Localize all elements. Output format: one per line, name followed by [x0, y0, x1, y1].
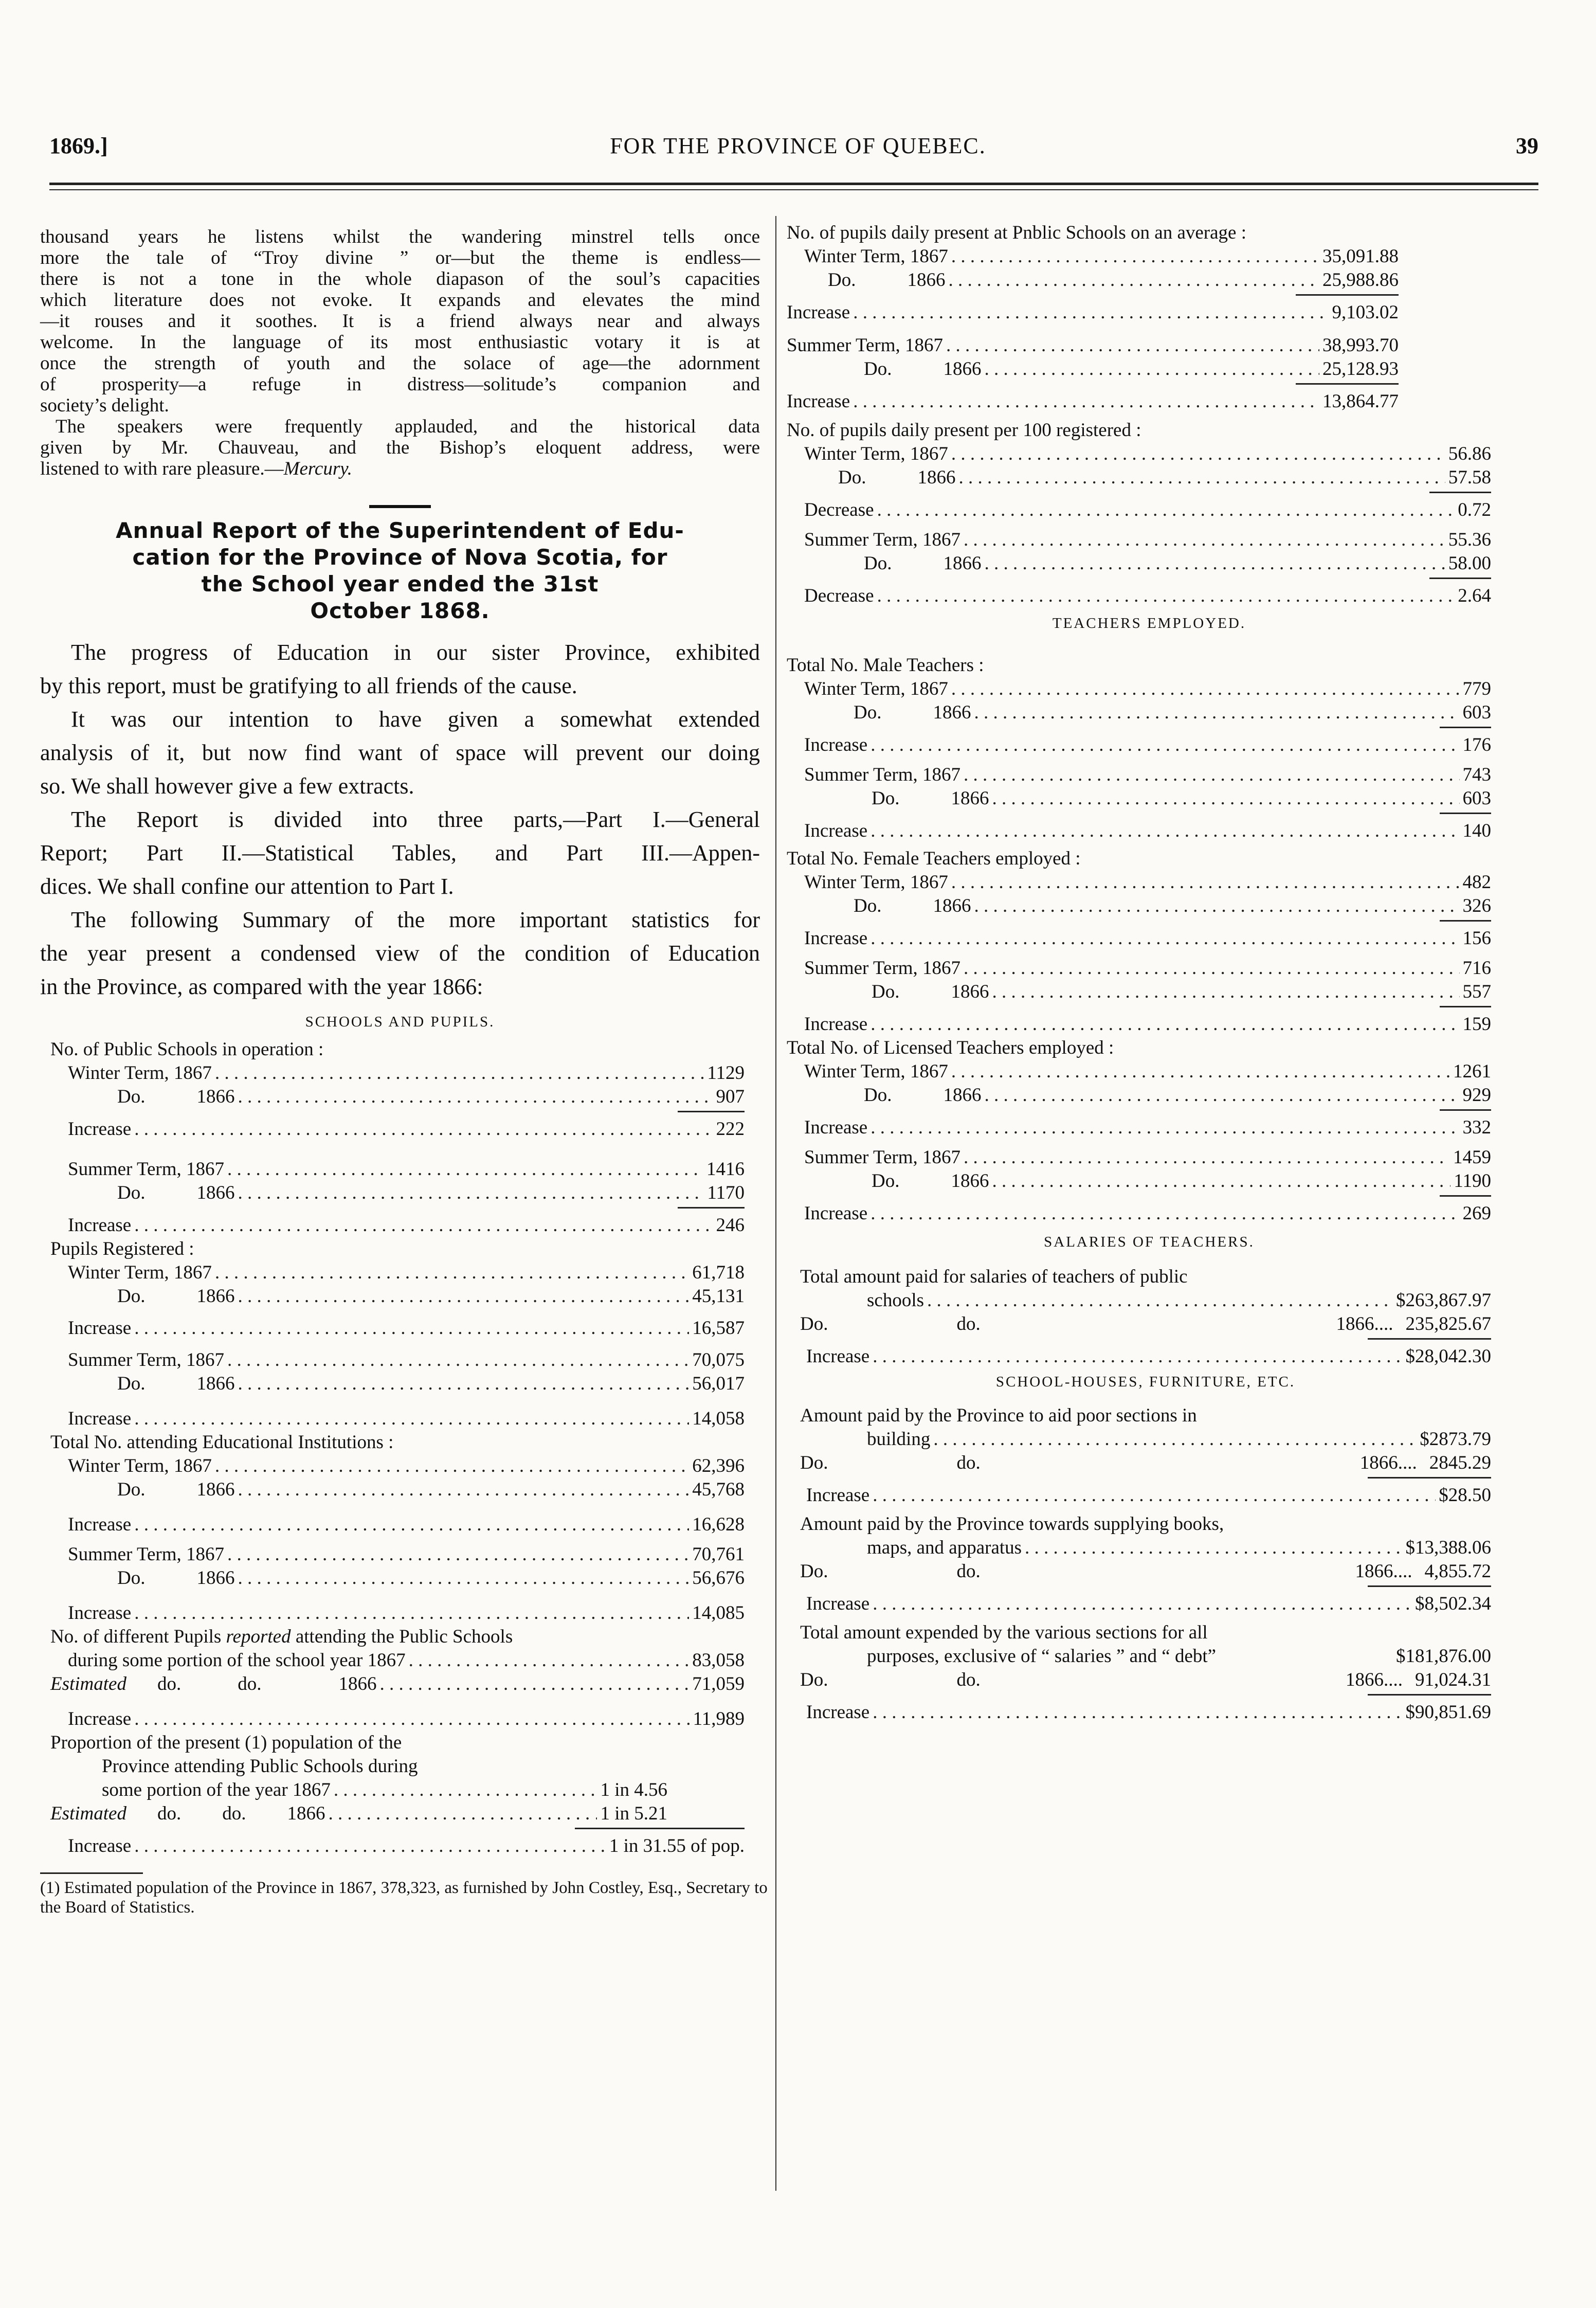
row-header: Total amount paid for salaries of teachers of public [800, 1266, 1188, 1287]
text-line: society’s delight. [40, 395, 169, 416]
table-row: Increase . . . $8,502.34 [800, 1592, 1491, 1616]
row-header: No. of different Pupils reported attending the Public Schools [50, 1626, 513, 1647]
table-row: Winter Term, 1867 . . . 1129 [50, 1061, 745, 1085]
table-row: Winter Term, 1867 . . . 61,718 [50, 1261, 745, 1285]
sum-rule [1368, 1694, 1491, 1696]
table-row: Do. 1866 . . . 326 [787, 894, 1491, 918]
sum-rule [1368, 1338, 1491, 1340]
table-row: Do. 1866 . . . 45,768 [50, 1478, 745, 1502]
sum-rule [1368, 1585, 1491, 1587]
text-line: so. We shall however give a few extracts. [40, 773, 414, 799]
text-line: given by Mr. Chauveau, and the Bishop’s eloquent address, were [40, 437, 760, 458]
text-line: which literature does not evoke. It expands and elevates the mind [40, 290, 760, 311]
column-divider [775, 216, 776, 2191]
table-row: Do. do. 1866.... 235,825.67 [800, 1313, 1491, 1335]
table-row: Do. 1866 . . . 57.58 [787, 466, 1491, 490]
table-row: Increase . . . 9,103.02 [787, 301, 1399, 324]
table-row: Do. 1866 . . . 25,988.86 [787, 268, 1399, 292]
row-header: No. of pupils daily present at Pnblic Schools on an average : [787, 222, 1246, 243]
table-row: Summer Term, 1867 . . . 1416 [50, 1158, 745, 1181]
text-line: welcome. In the language of its most enthusiastic votary it is at [40, 332, 760, 353]
row-header: Pupils Registered : [50, 1238, 194, 1259]
report-body [40, 636, 760, 1003]
text-line: the year present a condensed view of the condition of Education [40, 941, 760, 966]
sum-rule [678, 1111, 745, 1112]
table-row: Increase . . . 246 [50, 1214, 745, 1237]
table-row: during some portion of the school year 1867 . . . 83,058 [50, 1649, 745, 1672]
report-title-line: October 1868. [310, 598, 490, 623]
row-header: Total No. Female Teachers employed : [787, 848, 1081, 869]
text-line: The progress of Education in our sister Province, exhibited [71, 640, 760, 665]
sum-rule [1368, 1477, 1491, 1478]
table-row: Winter Term, 1867 . . . 482 [787, 871, 1491, 894]
left-column [40, 226, 768, 1917]
table-row: Increase . . . 16,587 [50, 1317, 745, 1340]
table-row: Increase . . . 332 [787, 1116, 1491, 1140]
text-line: once the strength of youth and the solace of age—the adornment [40, 353, 760, 374]
section-heading: SALARIES OF TEACHERS. [1044, 1234, 1255, 1250]
sum-rule [1296, 383, 1399, 385]
table-row: Increase . . . $90,851.69 [800, 1701, 1491, 1724]
running-title: FOR THE PROVINCE OF QUEBEC. [610, 133, 986, 158]
sum-rule [1429, 578, 1491, 579]
table-row: Increase . . . 11,989 [50, 1707, 745, 1731]
table-row: Increase . . . 156 [787, 927, 1491, 950]
schools-table [40, 1038, 745, 1858]
table-row: Do. 1866 . . . 25,128.93 [787, 357, 1399, 381]
intro-paragraph [40, 226, 760, 479]
table-row: Summer Term, 1867 . . . 38,993.70 [787, 334, 1399, 357]
table-row: Do. 1866 . . . 603 [787, 701, 1491, 725]
sum-rule [1440, 727, 1491, 728]
table-row: Summer Term, 1867 . . . 743 [787, 763, 1491, 787]
table-row: Increase . . . 14,085 [50, 1601, 745, 1625]
text-line: The Report is divided into three parts,—Part I.—General [71, 807, 760, 832]
table-row: Winter Term, 1867 . . . 35,091.88 [787, 245, 1399, 268]
table-row: Increase . . . $28.50 [800, 1484, 1491, 1507]
text-line: dices. We shall confine our attention to Part I. [40, 874, 454, 899]
table-row: Decrease . . . 2.64 [787, 584, 1491, 608]
text-line: The following Summary of the more important statistics for [71, 907, 760, 932]
text-line: in the Province, as compared with the year 1866: [40, 974, 483, 999]
table-row: Do. do. 1866.... 2845.29 [800, 1452, 1491, 1473]
row-header: Proportion of the present (1) population of the [50, 1732, 402, 1753]
table-row: Increase . . . 159 [787, 1013, 1491, 1036]
table-row: Estimated do. do. 1866 . . . 71,059 [50, 1672, 745, 1696]
table-row: Increase . . . 1 in 31.55 of pop. [50, 1834, 745, 1858]
money-table [787, 1265, 1491, 1724]
text-line: The speakers were frequently applauded, and the historical data [56, 416, 760, 437]
sum-rule [1429, 492, 1491, 493]
row-header: Total No. Male Teachers : [787, 655, 984, 676]
table-row: Increase . . . 269 [787, 1202, 1491, 1225]
table-row: Winter Term, 1867 . . . 1261 [787, 1060, 1491, 1084]
table-row: Increase . . . 14,058 [50, 1407, 745, 1431]
table-row: Estimated do. do. 1866 . . . 1 in 5.21 [50, 1802, 667, 1826]
table-row: Do. 1866 . . . 603 [787, 787, 1491, 810]
section-heading: TEACHERS EMPLOYED. [1052, 615, 1246, 632]
table-row: schools . . . $263,867.97 [800, 1289, 1491, 1312]
table-row: Winter Term, 1867 . . . 56.86 [787, 442, 1491, 466]
daily-attendance-table [787, 245, 1399, 413]
row-header: Province attending Public Schools during [102, 1756, 418, 1777]
table-row: Increase . . . 140 [787, 819, 1491, 843]
teachers-table [787, 654, 1491, 1225]
row-header: Total No. attending Educational Institutions : [50, 1432, 394, 1453]
header-rule [49, 183, 1538, 185]
row-header: Total amount expended by the various sections for all [800, 1622, 1208, 1643]
table-row: Increase . . . $28,042.30 [800, 1345, 1491, 1368]
text-line: analysis of it, but now find want of space will prevent our doing [40, 740, 760, 765]
table-row: Summer Term, 1867 . . . 55.36 [787, 528, 1491, 552]
table-row: Do. 1866 . . . 56,017 [50, 1372, 745, 1396]
table-row: building . . . $2873.79 [800, 1428, 1491, 1451]
table-row: some portion of the year 1867 . . . 1 in 4.56 [50, 1778, 667, 1802]
right-column [787, 221, 1512, 1724]
table-row: Summer Term, 1867 . . . 1459 [787, 1146, 1491, 1169]
row-header: Amount paid by the Province to aid poor sections in [800, 1405, 1197, 1426]
text-line: more the tale of “Troy divine ” or—but the theme is endless— [40, 247, 760, 268]
table-row: purposes, exclusive of “ salaries ” and “ debt” $181,876.00 [867, 1646, 1491, 1667]
row-header: Amount paid by the Province towards supplying books, [800, 1513, 1224, 1535]
table-row: Summer Term, 1867 . . . 716 [787, 957, 1491, 980]
text-line: —it rouses and it soothes. It is a friend always near and always [40, 311, 760, 332]
table-row: Increase . . . 176 [787, 733, 1491, 757]
text-line: thousand years he listens whilst the wandering minstrel tells once [40, 226, 760, 247]
section-rule [369, 505, 431, 508]
section-heading: SCHOOLS AND PUPILS. [305, 1014, 495, 1030]
footnote: (1) Estimated population of the Province in 1867, 378,323, as furnished by John Costley, Esq., Secretary to the Board of Statistics. [40, 1879, 768, 1917]
text-line: there is not a tone in the whole diapason of the soul’s capacities [40, 268, 760, 290]
section-heading: SCHOOL-HOUSES, FURNITURE, ETC. [995, 1374, 1296, 1390]
page-number: 39 [1516, 133, 1538, 158]
table-row: Do. 1866 . . . 907 [50, 1085, 745, 1109]
sum-rule [1440, 920, 1491, 922]
table-row: Summer Term, 1867 . . . 70,075 [50, 1348, 745, 1372]
table-row: Do. 1866 . . . 1190 [787, 1169, 1491, 1193]
table-row: Winter Term, 1867 . . . 62,396 [50, 1454, 745, 1478]
sum-rule [575, 1828, 745, 1829]
table-row: Do. 1866 . . . 58.00 [787, 552, 1491, 575]
table-row: Winter Term, 1867 . . . 779 [787, 677, 1491, 701]
table-row: Increase . . . 13,864.77 [787, 390, 1399, 413]
table-row: Do. 1866 . . . 929 [787, 1084, 1491, 1107]
header-year: 1869.] [49, 133, 108, 158]
table-row: Increase . . . 222 [50, 1117, 745, 1141]
report-title-line: Annual Report of the Superintendent of Edu- [116, 518, 684, 543]
text-line: Report; Part II.—Statistical Tables, and Part III.—Appen- [40, 840, 760, 866]
footnote-rule [40, 1872, 143, 1874]
row-header: No. of pupils daily present per 100 registered : [787, 420, 1141, 441]
table-row: Do. 1866 . . . 557 [787, 980, 1491, 1004]
sum-rule [1440, 1109, 1491, 1111]
sum-rule [678, 1207, 745, 1209]
text-line: by this report, must be gratifying to all friends of the cause. [40, 673, 577, 698]
row-header: Total No. of Licensed Teachers employed : [787, 1037, 1114, 1058]
text-line: It was our intention to have given a somewhat extended [71, 707, 760, 732]
text-line: of prosperity—a refuge in distress—solitude’s companion and [40, 374, 760, 395]
source-credit: Mercury. [283, 458, 352, 479]
text-line: listened to with rare pleasure.—Mercury. [40, 458, 352, 479]
table-row: Do. 1866 . . . 56,676 [50, 1566, 745, 1590]
row-header: No. of Public Schools in operation : [50, 1039, 324, 1060]
table-row: Do. 1866 . . . 1170 [50, 1181, 745, 1205]
table-row: Summer Term, 1867 . . . 70,761 [50, 1543, 745, 1566]
sum-rule [1440, 1006, 1491, 1007]
table-row: Increase . . . 16,628 [50, 1513, 745, 1537]
header-rule-thin [49, 189, 1538, 190]
report-title [40, 517, 760, 624]
table-row: maps, and apparatus . . . $13,388.06 [800, 1536, 1491, 1560]
per100-table [787, 442, 1491, 608]
sum-rule [1440, 813, 1491, 814]
table-row: Decrease . . . 0.72 [787, 498, 1491, 522]
report-title-line: cation for the Province of Nova Scotia, for [132, 545, 668, 570]
table-row: Do. do. 1866.... 4,855.72 [800, 1561, 1491, 1582]
table-row: Do. 1866 . . . 45,131 [50, 1285, 745, 1308]
table-row: Do. do. 1866.... 91,024.31 [800, 1669, 1491, 1690]
sum-rule [1440, 1195, 1491, 1197]
sum-rule [1296, 294, 1399, 296]
report-title-line: the School year ended the 31st [201, 571, 599, 597]
